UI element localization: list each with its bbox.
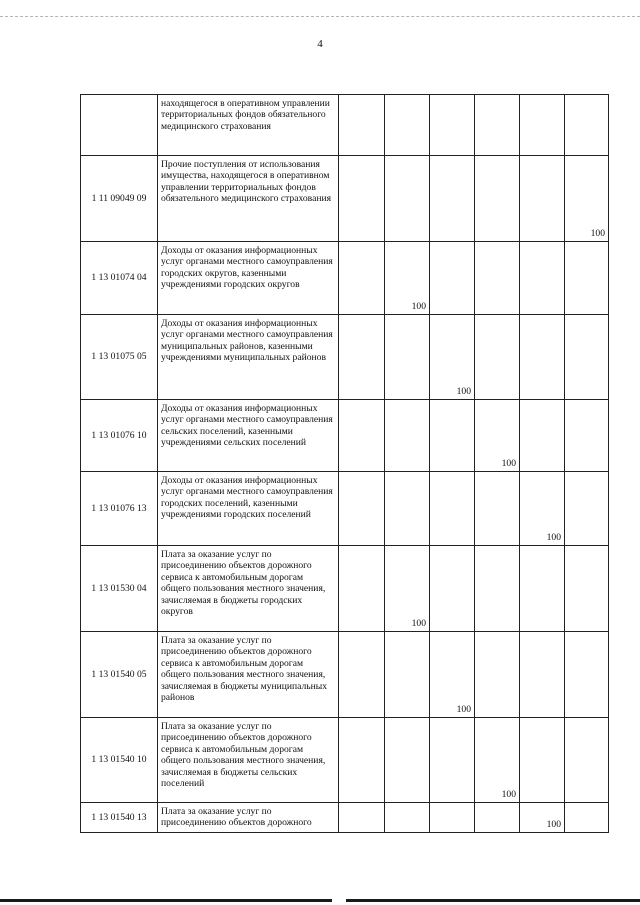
empty-value-cell	[385, 718, 430, 803]
code-cell: 1 13 01074 04	[81, 242, 158, 315]
empty-value-cell	[385, 400, 430, 472]
empty-value-cell	[385, 632, 430, 718]
description-cell: Плата за оказание услуг по присоединению объектов дорожного сервиса к автомобильным дорогам общего пользования местного значения, зачисляемая в бюджеты муниципальных районов	[158, 632, 339, 718]
empty-value-cell	[430, 156, 475, 242]
empty-value-cell	[565, 803, 609, 833]
empty-value-cell	[339, 95, 385, 156]
description-cell: Прочие поступления от использования имущества, находящегося в оперативном управлении территориальных фондов обязательного медицинского страхования	[158, 156, 339, 242]
top-scan-rule	[0, 16, 640, 17]
page-number: 4	[317, 38, 323, 50]
description-cell: Доходы от оказания информационных услуг органами местного самоуправления сельских поселений, казенными учреждениями сельских поселений	[158, 400, 339, 472]
description-cell: Плата за оказание услуг по присоединению объектов дорожного сервиса к автомобильным дорогам общего пользования местного значения, зачисляемая в бюджеты сельских поселений	[158, 718, 339, 803]
table-row	[81, 156, 609, 242]
empty-value-cell	[520, 632, 565, 718]
code-cell: 1 11 09049 09	[81, 156, 158, 242]
value-cell: 100	[520, 472, 565, 546]
empty-value-cell	[385, 803, 430, 833]
empty-value-cell	[520, 315, 565, 400]
value-cell: 100	[385, 242, 430, 315]
table-row	[81, 546, 609, 632]
empty-value-cell	[430, 546, 475, 632]
empty-value-cell	[475, 242, 520, 315]
description-cell: Доходы от оказания информационных услуг органами местного самоуправления муниципальных районов, казенными учреждениями муниципальных районов	[158, 315, 339, 400]
empty-value-cell	[475, 546, 520, 632]
empty-value-cell	[430, 242, 475, 315]
table-row	[81, 472, 609, 546]
table-row	[81, 803, 609, 833]
value-cell: 100	[430, 632, 475, 718]
empty-value-cell	[565, 718, 609, 803]
empty-value-cell	[475, 803, 520, 833]
empty-value-cell	[385, 95, 430, 156]
empty-value-cell	[565, 632, 609, 718]
empty-value-cell	[339, 718, 385, 803]
table-row	[81, 400, 609, 472]
empty-value-cell	[339, 632, 385, 718]
description-cell: Доходы от оказания информационных услуг органами местного самоуправления городских поселений, казенными учреждениями городских поселений	[158, 472, 339, 546]
empty-value-cell	[520, 156, 565, 242]
empty-value-cell	[475, 472, 520, 546]
empty-value-cell	[475, 632, 520, 718]
empty-value-cell	[339, 472, 385, 546]
revenue-table	[80, 94, 609, 833]
empty-value-cell	[565, 472, 609, 546]
value-cell: 100	[475, 400, 520, 472]
code-cell: 1 13 01540 10	[81, 718, 158, 803]
empty-value-cell	[430, 95, 475, 156]
code-cell: 1 13 01076 10	[81, 400, 158, 472]
empty-value-cell	[430, 718, 475, 803]
description-cell: находящегося в оперативном управлении территориальных фондов обязательного медицинского страхования	[158, 95, 339, 156]
empty-value-cell	[339, 400, 385, 472]
empty-value-cell	[565, 95, 609, 156]
empty-value-cell	[430, 400, 475, 472]
table-row	[81, 242, 609, 315]
description-cell: Плата за оказание услуг по присоединению объектов дорожного	[158, 803, 339, 833]
empty-value-cell	[520, 242, 565, 315]
bottom-scan-gap	[332, 899, 346, 902]
bottom-scan-bar	[0, 899, 640, 902]
value-cell: 100	[520, 803, 565, 833]
empty-value-cell	[520, 546, 565, 632]
empty-value-cell	[565, 400, 609, 472]
code-cell: 1 13 01540 13	[81, 803, 158, 833]
code-cell: 1 13 01530 04	[81, 546, 158, 632]
empty-value-cell	[339, 315, 385, 400]
empty-value-cell	[475, 156, 520, 242]
empty-value-cell	[565, 315, 609, 400]
empty-value-cell	[385, 156, 430, 242]
description-cell: Плата за оказание услуг по присоединению объектов дорожного сервиса к автомобильным дорогам общего пользования местного значения, зачисляемая в бюджеты городских округов	[158, 546, 339, 632]
code-cell	[81, 95, 158, 156]
empty-value-cell	[339, 803, 385, 833]
table-row	[81, 718, 609, 803]
empty-value-cell	[475, 315, 520, 400]
value-cell: 100	[385, 546, 430, 632]
empty-value-cell	[475, 95, 520, 156]
empty-value-cell	[430, 472, 475, 546]
empty-value-cell	[520, 400, 565, 472]
table-row	[81, 95, 609, 156]
value-cell: 100	[565, 156, 609, 242]
empty-value-cell	[520, 718, 565, 803]
description-cell: Доходы от оказания информационных услуг органами местного самоуправления городских округов, казенными учреждениями городских округов	[158, 242, 339, 315]
code-cell: 1 13 01540 05	[81, 632, 158, 718]
empty-value-cell	[430, 803, 475, 833]
empty-value-cell	[339, 546, 385, 632]
empty-value-cell	[385, 315, 430, 400]
table-row	[81, 315, 609, 400]
empty-value-cell	[565, 242, 609, 315]
empty-value-cell	[565, 546, 609, 632]
value-cell: 100	[475, 718, 520, 803]
value-cell: 100	[430, 315, 475, 400]
empty-value-cell	[339, 242, 385, 315]
code-cell: 1 13 01076 13	[81, 472, 158, 546]
table-body	[81, 95, 609, 833]
table-row	[81, 632, 609, 718]
code-cell: 1 13 01075 05	[81, 315, 158, 400]
empty-value-cell	[339, 156, 385, 242]
empty-value-cell	[520, 95, 565, 156]
empty-value-cell	[385, 472, 430, 546]
